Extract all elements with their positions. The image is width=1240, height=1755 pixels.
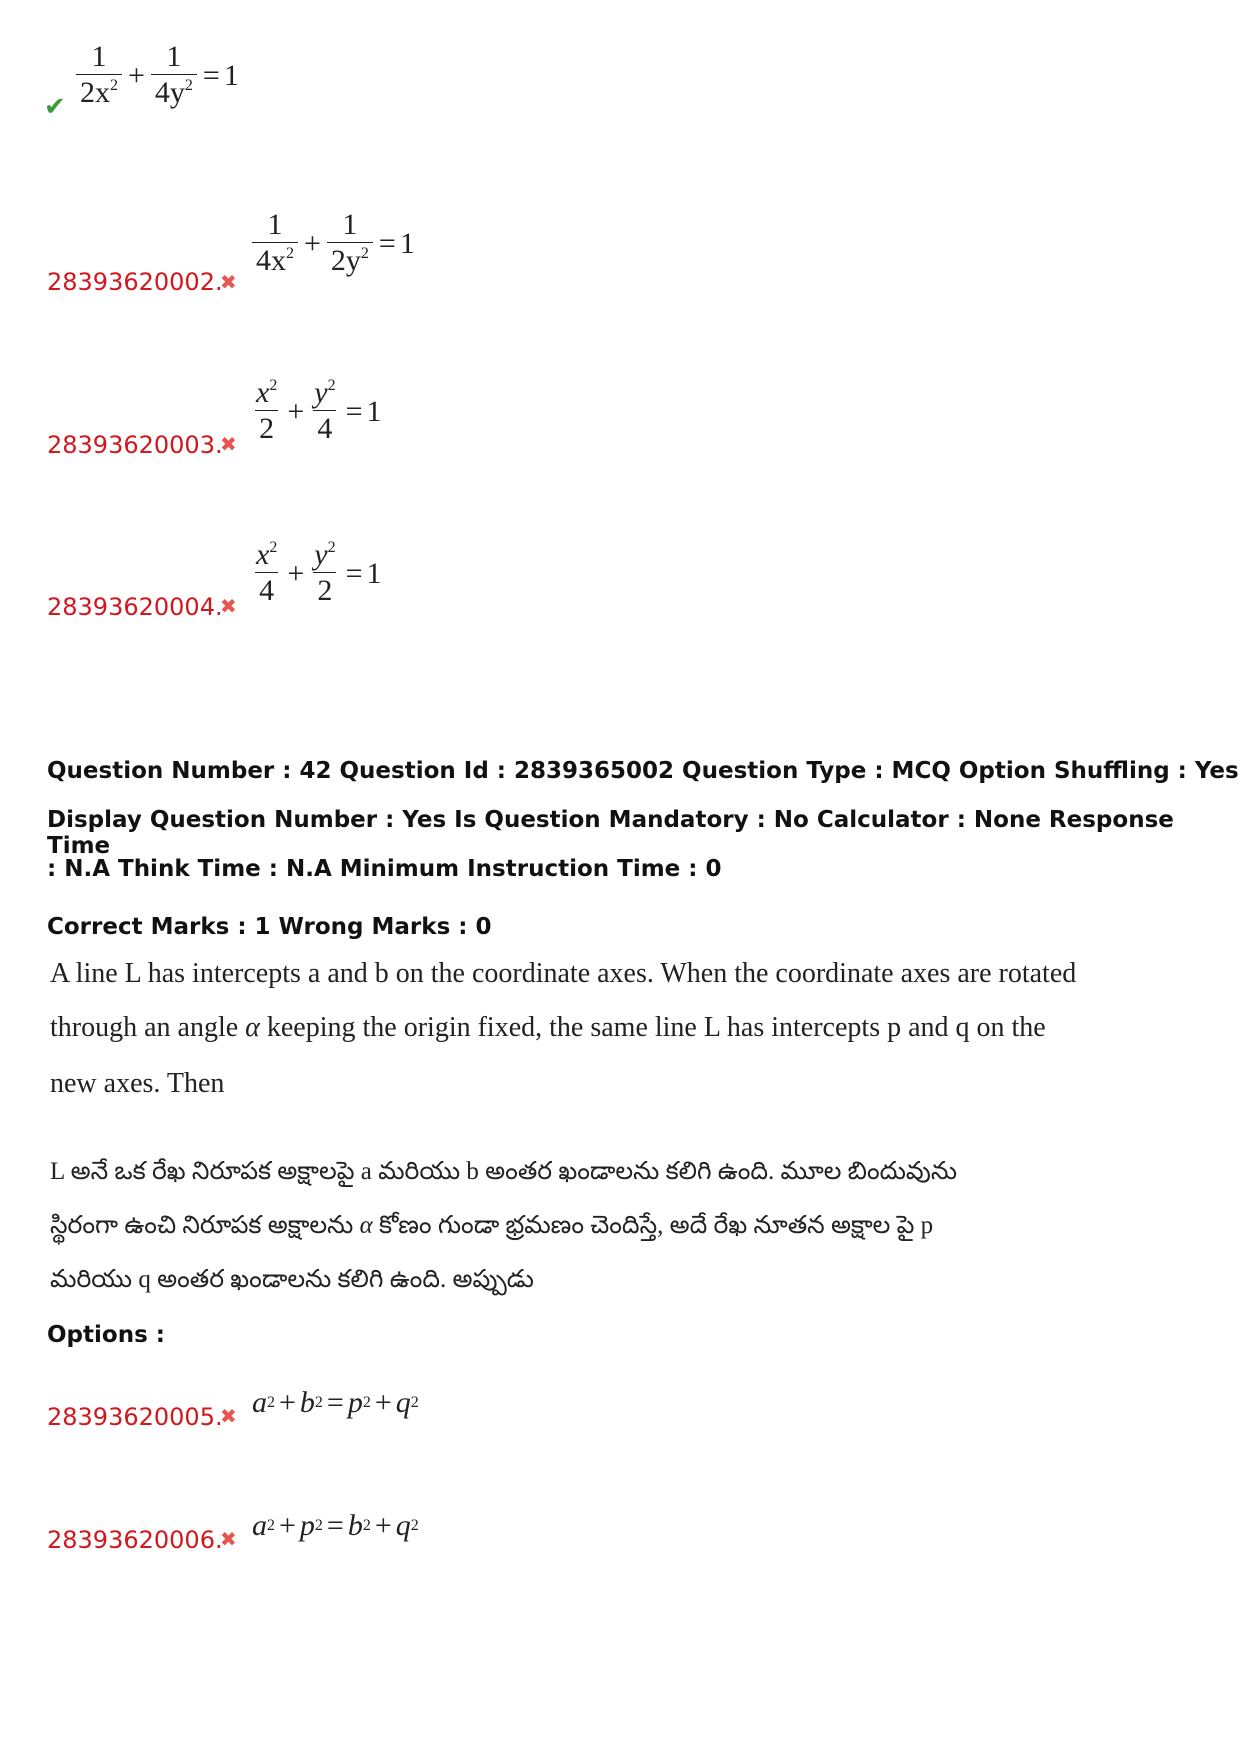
- cross-icon: ✖: [220, 1527, 237, 1551]
- option-1-formula: $\frac{1}{2x^2}$ + $\frac{1}{4y^2}$ = 1: [74, 40, 239, 111]
- question-meta-line-2: Display Question Number : Yes Is Question Mandatory : No Calculator : None Response Time: [47, 807, 1174, 859]
- question-text-en-2: through an angle α keeping the origin fixed, the same line L has intercepts p and q on the: [50, 1012, 1046, 1043]
- question-text-te-2: స్థిరంగా ఉంచి నిరూపక అక్షాలను α కోణం గుండా భ్రమణం చెందిస్తే, అదే రేఖ నూతన అక్షాల పై p: [50, 1212, 934, 1239]
- question-text-te-3: మరియు q అంతర ఖండాలను కలిగి ఉంది. అప్పుడు: [50, 1266, 534, 1293]
- option-2-formula: $\frac{1}{4x^2}$ + $\frac{1}{2y^2}$ = 1: [250, 208, 415, 279]
- option-5-id: 28393620005.: [47, 1403, 223, 1431]
- question-text-en-3: new axes. Then: [50, 1068, 225, 1099]
- cross-icon: ✖: [220, 270, 237, 294]
- cross-icon: ✖: [220, 594, 237, 618]
- option-6-formula: a 2 + p 2 = b 2 + q 2: [252, 1509, 419, 1542]
- option-4-formula: $\frac{x^2}{4}$ + $\frac{y^2}{2}$ = 1: [256, 538, 382, 607]
- cross-icon: ✖: [220, 1404, 237, 1428]
- option-3-id: 28393620003.: [47, 431, 223, 459]
- question-meta-line-1: Question Number : 42 Question Id : 2839365002 Question Type : MCQ Option Shuffling : Yes: [47, 758, 1239, 784]
- question-text-en-1: A line L has intercepts a and b on the coordinate axes. When the coordinate axes are rotated: [50, 958, 1077, 989]
- question-meta-line-3: : N.A Think Time : N.A Minimum Instruction Time : 0: [47, 856, 722, 882]
- option-4-id: 28393620004.: [47, 593, 223, 621]
- check-icon: ✔: [44, 92, 66, 122]
- option-2-id: 28393620002.: [47, 268, 223, 296]
- option-6-id: 28393620006.: [47, 1526, 223, 1554]
- option-3-formula: $\frac{x^2}{2}$ + $\frac{y^2}{4}$ = 1: [256, 376, 382, 445]
- options-label: Options :: [47, 1322, 165, 1348]
- option-5-formula: a 2 + b 2 = p 2 + q 2: [252, 1386, 419, 1419]
- cross-icon: ✖: [220, 432, 237, 456]
- marks-line: Correct Marks : 1 Wrong Marks : 0: [47, 914, 492, 940]
- alpha-symbol: α: [245, 1012, 260, 1043]
- question-text-te-1: L అనే ఒక రేఖ నిరూపక అక్షాలపై a మరియు b అంతర ఖండాలను కలిగి ఉంది. మూల బిందువును: [50, 1158, 958, 1185]
